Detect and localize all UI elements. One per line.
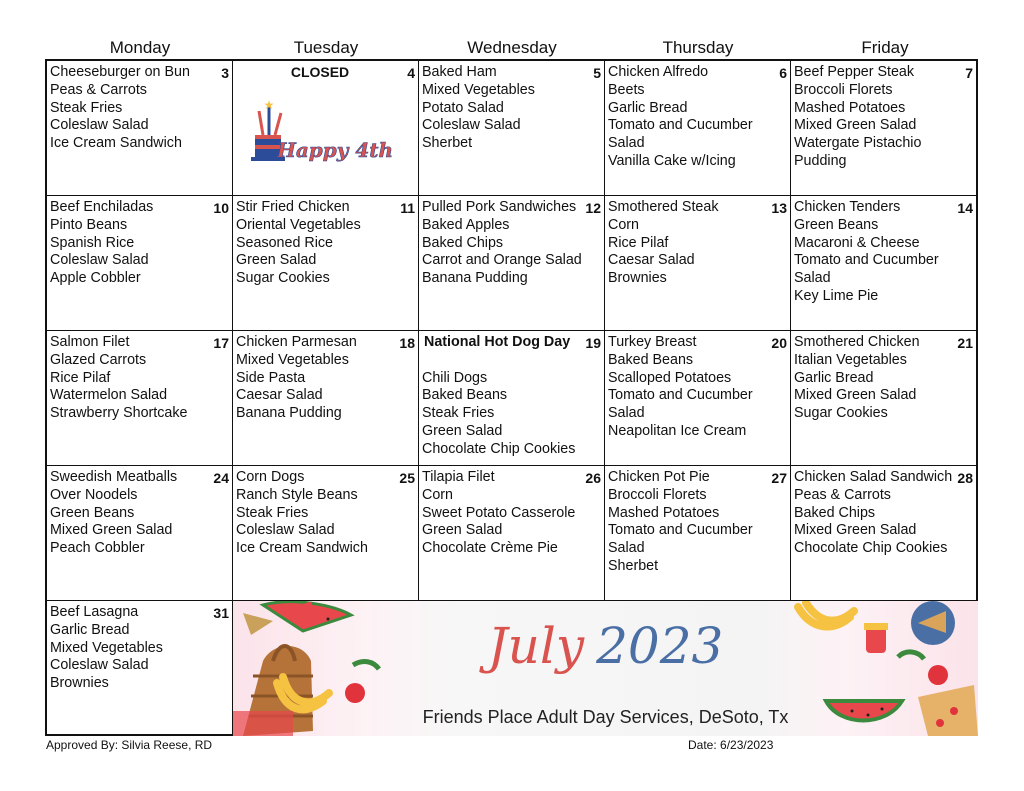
menu-item: Mashed Potatoes bbox=[794, 99, 906, 116]
menu-item: Chicken Salad Sandwich bbox=[794, 469, 953, 485]
day-number: 26 bbox=[585, 470, 601, 486]
menu-item: Salmon Filet bbox=[50, 334, 130, 350]
menu-item: Salad bbox=[608, 135, 645, 152]
weekday-header-friday: Friday bbox=[861, 38, 909, 57]
banner-month: July bbox=[487, 617, 585, 675]
day-number: 31 bbox=[213, 605, 229, 621]
menu-item: Salad bbox=[608, 405, 645, 422]
menu-item: Watergate Pistachio bbox=[794, 135, 922, 152]
day-cell bbox=[791, 331, 976, 466]
day-cell bbox=[233, 196, 419, 331]
menu-item: Tomato and Cucumber bbox=[608, 522, 753, 539]
weekday-header-tuesday: Tuesday bbox=[293, 38, 359, 57]
menu-item: Peas & Carrots bbox=[50, 81, 147, 98]
banner-year: 2023 bbox=[596, 617, 724, 675]
menu-item: Garlic Bread bbox=[608, 99, 688, 116]
day-number: 21 bbox=[957, 335, 973, 351]
menu-item: Mixed Green Salad bbox=[794, 387, 917, 404]
menu-item: Italian Vegetables bbox=[794, 351, 907, 368]
banner-title bbox=[233, 617, 978, 675]
day-number: 10 bbox=[213, 200, 229, 216]
menu-item: Caesar Salad bbox=[608, 252, 695, 269]
menu-item: Green Salad bbox=[236, 252, 317, 269]
menu-calendar-grid bbox=[45, 59, 978, 736]
menu-item: Baked Apples bbox=[422, 216, 510, 233]
month-banner bbox=[233, 601, 978, 736]
menu-item: Mixed Green Salad bbox=[794, 522, 917, 539]
day-cell bbox=[233, 466, 419, 601]
closed-label: CLOSED bbox=[290, 64, 350, 80]
day-cell bbox=[605, 61, 791, 196]
menu-item: Pudding bbox=[794, 152, 847, 169]
day-number: 25 bbox=[399, 470, 415, 486]
day-number: 13 bbox=[771, 200, 787, 216]
menu-item: Tomato and Cucumber bbox=[608, 387, 753, 404]
banner-subtitle: Friends Place Adult Day Services, DeSoto, Tx bbox=[422, 707, 789, 727]
menu-item: Ranch Style Beans bbox=[236, 486, 358, 503]
approved-by: Approved By: Silvia Reese, RD bbox=[46, 738, 213, 752]
day-number: 11 bbox=[400, 200, 415, 216]
menu-item: Coleslaw Salad bbox=[422, 117, 521, 134]
menu-item: Chicken Parmesan bbox=[236, 334, 357, 350]
menu-item: Peas & Carrots bbox=[794, 486, 891, 503]
day-cell bbox=[47, 601, 233, 736]
menu-item: Corn Dogs bbox=[236, 469, 305, 485]
menu-item: Beef Pepper Steak bbox=[794, 64, 915, 80]
menu-item: Ice Cream Sandwich bbox=[50, 135, 182, 152]
weekday-header-thursday: Thursday bbox=[662, 38, 734, 57]
menu-item: Neapolitan Ice Cream bbox=[608, 422, 747, 439]
menu-item: Sherbet bbox=[422, 135, 473, 152]
menu-item: Salad bbox=[794, 270, 831, 287]
day-cell bbox=[605, 196, 791, 331]
menu-item: Side Pasta bbox=[236, 369, 306, 386]
menu-item: Beef Enchiladas bbox=[50, 199, 154, 215]
menu-item: Mixed Green Salad bbox=[50, 522, 173, 539]
menu-item: Garlic Bread bbox=[794, 369, 874, 386]
menu-item: Coleslaw Salad bbox=[50, 117, 149, 134]
menu-item: Chili Dogs bbox=[422, 369, 488, 386]
menu-item: Ice Cream Sandwich bbox=[236, 540, 368, 557]
menu-item: Sweedish Meatballs bbox=[50, 469, 178, 485]
day-number: 7 bbox=[965, 65, 973, 81]
day-cell bbox=[791, 61, 976, 196]
day-number: 17 bbox=[213, 335, 229, 351]
menu-item: Green Salad bbox=[422, 422, 503, 439]
menu-item: Banana Pudding bbox=[422, 270, 528, 287]
day-cell bbox=[419, 196, 605, 331]
menu-item: Corn bbox=[608, 216, 639, 233]
menu-item: Vanilla Cake w/Icing bbox=[608, 152, 736, 169]
day-cell bbox=[47, 196, 233, 331]
day-cell bbox=[791, 196, 976, 331]
menu-item: Beets bbox=[608, 81, 645, 98]
menu-item: Apple Cobbler bbox=[50, 270, 141, 287]
menu-item: Broccoli Florets bbox=[794, 81, 893, 98]
menu-item: Coleslaw Salad bbox=[50, 252, 149, 269]
weekday-header-wednesday: Wednesday bbox=[467, 38, 557, 57]
day-number: 3 bbox=[221, 65, 229, 81]
menu-item: Green Salad bbox=[422, 522, 503, 539]
day-number: 18 bbox=[399, 335, 415, 351]
menu-item: Baked Chips bbox=[422, 234, 504, 251]
menu-item: Brownies bbox=[608, 270, 667, 287]
menu-item: Turkey Breast bbox=[608, 334, 697, 350]
day-number: 14 bbox=[957, 200, 973, 216]
special-day-label: National Hot Dog Day bbox=[424, 334, 571, 350]
menu-item: Potato Salad bbox=[422, 99, 504, 116]
menu-item: Sweet Potato Casserole bbox=[422, 504, 576, 521]
menu-item: Rice Pilaf bbox=[608, 234, 669, 251]
menu-item: Banana Pudding bbox=[236, 405, 342, 422]
day-number: 19 bbox=[585, 335, 601, 351]
menu-item: Baked Beans bbox=[422, 387, 508, 404]
menu-item: Broccoli Florets bbox=[608, 486, 707, 503]
menu-item: Glazed Carrots bbox=[50, 351, 147, 368]
menu-item: Carrot and Orange Salad bbox=[422, 252, 582, 269]
menu-item: Sherbet bbox=[608, 557, 659, 574]
day-number: 6 bbox=[779, 65, 787, 81]
menu-item: Steak Fries bbox=[50, 99, 123, 116]
menu-item: Mixed Vegetables bbox=[422, 81, 535, 98]
day-number: 4 bbox=[407, 65, 415, 81]
menu-item: Scalloped Potatoes bbox=[608, 369, 732, 386]
menu-item: Pinto Beans bbox=[50, 216, 128, 233]
menu-item: Chocolate Crème Pie bbox=[422, 540, 558, 557]
menu-item: Baked Ham bbox=[422, 64, 497, 80]
menu-item: Stir Fried Chicken bbox=[236, 199, 350, 215]
menu-item: Chocolate Chip Cookies bbox=[422, 440, 576, 457]
menu-item: Corn bbox=[422, 486, 453, 503]
menu-item: Key Lime Pie bbox=[794, 287, 879, 304]
menu-item: Baked Chips bbox=[794, 504, 876, 521]
day-cell bbox=[791, 466, 976, 601]
menu-item: Steak Fries bbox=[422, 405, 495, 422]
menu-item: Over Noodels bbox=[50, 486, 138, 503]
menu-item: Pulled Pork Sandwiches bbox=[422, 199, 577, 215]
day-cell bbox=[47, 331, 233, 466]
day-number: 12 bbox=[585, 200, 601, 216]
menu-item: Sugar Cookies bbox=[794, 405, 888, 422]
menu-item: Beef Lasagna bbox=[50, 604, 139, 620]
menu-item: Macaroni & Cheese bbox=[794, 234, 920, 251]
day-cell bbox=[419, 466, 605, 601]
day-cell bbox=[47, 61, 233, 196]
menu-item: Peach Cobbler bbox=[50, 540, 145, 557]
menu-item: Coleslaw Salad bbox=[236, 522, 335, 539]
menu-item: Strawberry Shortcake bbox=[50, 405, 188, 422]
menu-item: Mixed Vegetables bbox=[50, 639, 163, 656]
day-cell bbox=[419, 61, 605, 196]
menu-item: Mixed Green Salad bbox=[794, 117, 917, 134]
menu-item: Green Beans bbox=[794, 216, 879, 233]
day-cell bbox=[233, 61, 419, 196]
menu-item: Chicken Tenders bbox=[794, 199, 901, 215]
day-number: 28 bbox=[957, 470, 973, 486]
menu-item: Mashed Potatoes bbox=[608, 504, 720, 521]
menu-item: Garlic Bread bbox=[50, 621, 130, 638]
menu-item: Chicken Alfredo bbox=[608, 64, 709, 80]
menu-item: Steak Fries bbox=[236, 504, 309, 521]
menu-item: Tilapia Filet bbox=[422, 469, 495, 485]
day-cell bbox=[47, 466, 233, 601]
menu-item: Sugar Cookies bbox=[236, 270, 330, 287]
menu-item: Tomato and Cucumber bbox=[608, 117, 753, 134]
day-cell bbox=[233, 331, 419, 466]
day-number: 20 bbox=[771, 335, 787, 351]
day-number: 24 bbox=[213, 470, 229, 486]
day-number: 5 bbox=[593, 65, 601, 81]
menu-item: Smothered Steak bbox=[608, 199, 719, 215]
menu-item: Chocolate Chip Cookies bbox=[794, 540, 948, 557]
menu-item: Caesar Salad bbox=[236, 387, 323, 404]
menu-date: Date: 6/23/2023 bbox=[688, 738, 774, 752]
menu-item: Seasoned Rice bbox=[236, 234, 333, 251]
menu-item: Spanish Rice bbox=[50, 234, 135, 251]
svg-text:Happy 4th: Happy 4th bbox=[276, 138, 394, 162]
menu-item: Green Beans bbox=[50, 504, 135, 521]
weekday-header-monday: Monday bbox=[109, 38, 171, 57]
menu-item: Baked Beans bbox=[608, 351, 694, 368]
menu-item: Chicken Pot Pie bbox=[608, 469, 710, 485]
menu-item: Mixed Vegetables bbox=[236, 351, 349, 368]
menu-item: Salad bbox=[608, 540, 645, 557]
menu-item: Watermelon Salad bbox=[50, 387, 168, 404]
menu-item: Rice Pilaf bbox=[50, 369, 111, 386]
happy-4th-hat-icon bbox=[247, 95, 397, 175]
menu-item: Cheeseburger on Bun bbox=[50, 64, 190, 80]
day-number: 27 bbox=[771, 470, 787, 486]
svg-text:★: ★ bbox=[263, 98, 275, 112]
day-cell bbox=[419, 331, 605, 466]
menu-item: Brownies bbox=[50, 675, 109, 692]
menu-item: Tomato and Cucumber bbox=[794, 252, 939, 269]
menu-item: Smothered Chicken bbox=[794, 334, 920, 350]
menu-item: Oriental Vegetables bbox=[236, 216, 361, 233]
day-cell bbox=[605, 466, 791, 601]
menu-item: Coleslaw Salad bbox=[50, 657, 149, 674]
day-cell bbox=[605, 331, 791, 466]
